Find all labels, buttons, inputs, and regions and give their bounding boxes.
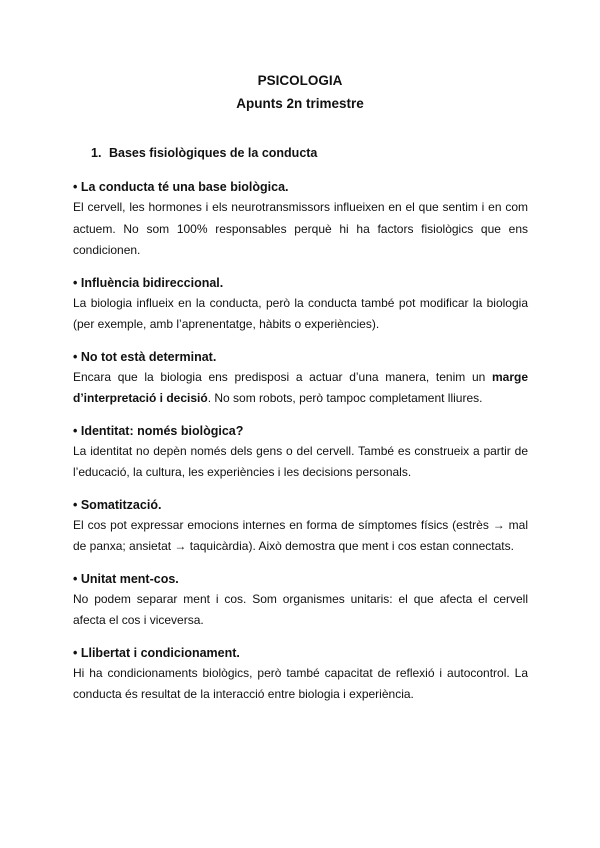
section-number: 1.: [91, 146, 102, 160]
note-text-emphasis: marge d’interpretació i decisió: [73, 369, 528, 405]
note-heading: • Somatització.: [73, 497, 162, 512]
note-heading: • Unitat ment-cos.: [73, 571, 179, 586]
notes-content: [73, 177, 528, 717]
note-text: La biologia influeix en la conducta, però la conducta també pot modificar la biologia (per exemple, amb l’aprenentatge, hàbits o experiències).: [73, 295, 528, 331]
note-text: [73, 367, 528, 410]
note-text: No podem separar ment i cos. Som organismes unitaris: el que afecta el cervell afecta el cos i viceversa.: [73, 591, 528, 627]
note-text-part: . No som robots, però tampoc completament lliures.: [207, 391, 483, 405]
note-heading: • Identitat: només biològica?: [73, 423, 244, 438]
section-heading: [91, 146, 317, 160]
note-text: El cos pot expressar emocions internes en forma de símptomes físics (estrès → mal de panxa; ansietat → taquicàrdia). Això demostra que ment i cos estan connectats.: [73, 517, 528, 553]
note-block: [73, 421, 528, 484]
note-block: [73, 569, 528, 632]
note-text: La identitat no depèn només dels gens o del cervell. També es construeix a partir de l’educació, la cultura, les experiències i les decisions personals.: [73, 443, 528, 479]
document-subtitle: Apunts 2n trimestre: [236, 96, 364, 111]
note-heading: • No tot està determinat.: [73, 349, 217, 364]
note-text: Hi ha condicionaments biològics, però també capacitat de reflexió i autocontrol. La conducta és resultat de la interacció entre biologia i experiència.: [73, 665, 528, 701]
document-title: PSICOLOGIA: [257, 73, 343, 88]
note-heading: • La conducta té una base biològica.: [73, 180, 289, 194]
note-text-part: Encara que la biologia ens predisposi a actuar d’una manera, tenim un: [73, 369, 492, 384]
note-block: [73, 643, 528, 706]
note-block: [73, 273, 528, 336]
note-block: [73, 177, 528, 262]
note-heading: • Influència bidireccional.: [73, 275, 224, 290]
note-block: [73, 347, 528, 410]
section-title: Bases fisiològiques de la conducta: [109, 146, 318, 160]
note-heading: • Llibertat i condicionament.: [73, 645, 240, 660]
note-text: El cervell, les hormones i els neurotransmissors influeixen en el que sentim i en com actuem. No som 100% responsables perquè hi ha factors fisiològics que ens condicionen.: [73, 200, 528, 257]
note-block: [73, 495, 528, 558]
